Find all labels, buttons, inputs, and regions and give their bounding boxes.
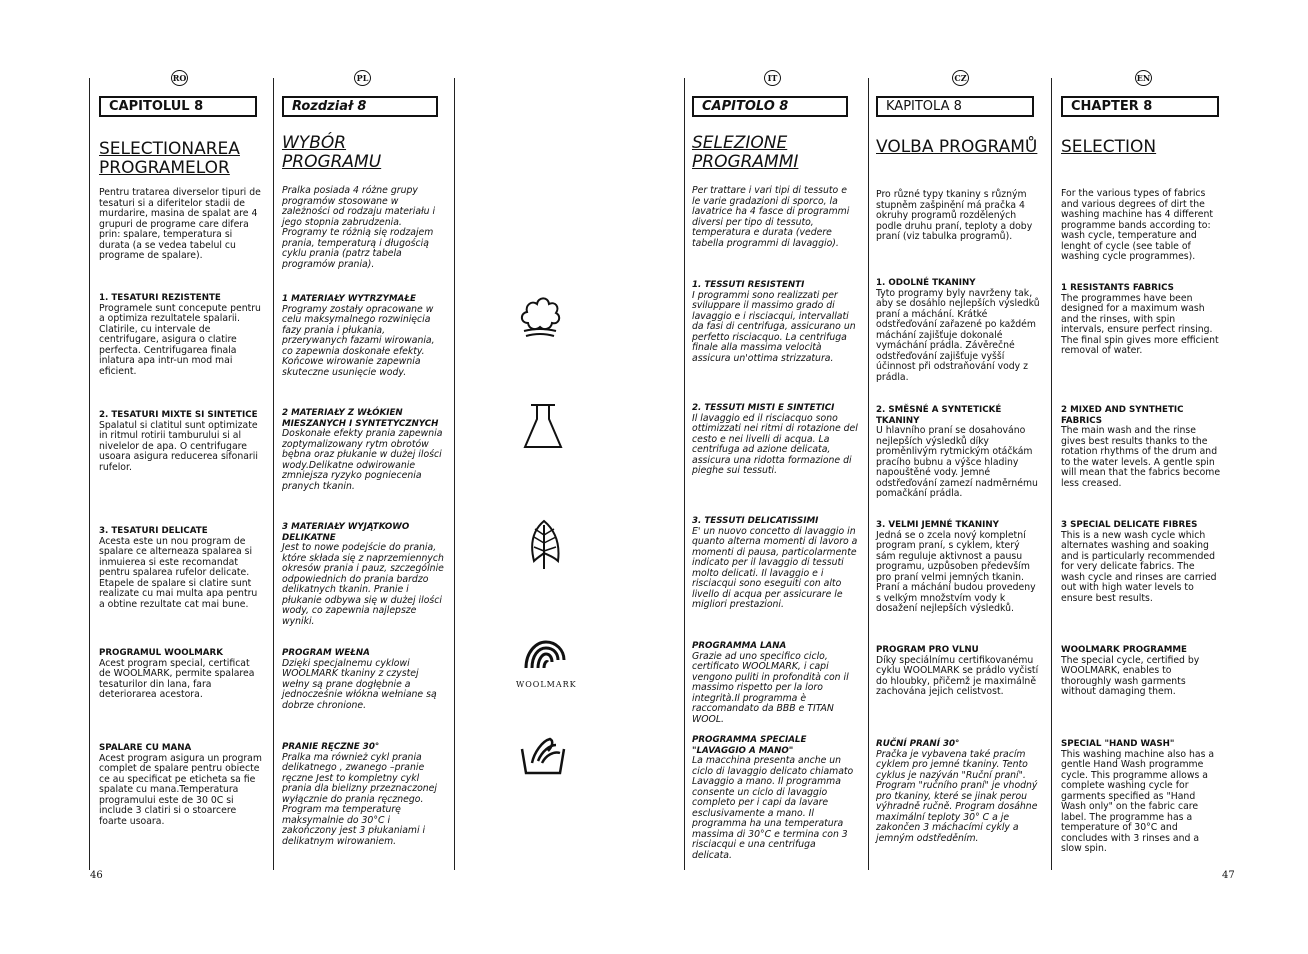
section-body: Jest to nowe podejście do prania, które składa się z naprzemiennych okresów prania i pauz, szczególnie odpowiednich do prania bardzo delikatnych tkanin. Pranie i płukanie odbywa się w dużej ilości wody, co zapewnia najlepsze wyniki. (282, 542, 444, 627)
title-line: WYBÓR (282, 133, 347, 153)
section-title: VOLBA PROGRAMŮ (876, 137, 1038, 157)
section-body: The programmes have been designed for a maximum wash and the rinses, with spin intervals, ensure perfect rinsing. The final spin gives more efficient removal of water. (1061, 292, 1219, 356)
section-body: This is a new wash cycle which alternates washing and soaking and is particularly recommended for very delicate fabrics. The wash cycle and rinses are carried out with high water levels to ensure best results. (1061, 529, 1217, 604)
section-body: Doskonałe efekty prania zapewnia zoptymalizowany rytm obrotów bębna oraz płukanie w dużej ilości wody.Delikatne odwirowanie zmniejsza ryzyko pogniecenia pranych tkanin. (282, 428, 443, 492)
section-3 (876, 520, 1042, 615)
section-hand-wash (876, 739, 1042, 844)
chapter-heading: CHAPTER 8 (1061, 96, 1219, 117)
column-divider (1051, 78, 1052, 870)
section-heading: SPECIAL "HAND WASH" (1061, 739, 1175, 749)
section-heading: 3 SPECIAL DELICATE FIBRES (1061, 520, 1198, 530)
section-body: Il lavaggio ed il risciacquo sono ottimizzati nei ritmi di rotazione del cesto e nei livelli di acqua. La centrifuga ad azione delicata, assicura una ridotta formazione di pieghe sui tessuti. (692, 412, 858, 476)
intro-text: Pro různé typy tkaniny s různým stupněm zašpinění má pračka 4 okruhy programů rozdělených podle druhu praní, teploty a doby praní (viz tabulka programů). (876, 189, 1033, 242)
woolmark-icon (522, 638, 568, 678)
language-flag-cz: CZ (952, 70, 969, 86)
chapter-heading: Rozdział 8 (282, 96, 438, 117)
language-flag-en: EN (1135, 70, 1152, 86)
title-line: SELECTIONAREA (99, 139, 240, 159)
section-title (99, 140, 240, 178)
section-heading: 3. TESSUTI DELICATISSIMI (692, 516, 819, 526)
section-heading: PRANIE RĘCZNE 30° (282, 742, 380, 752)
section-body: Pračka je vybavena také pracím cyklem pro jemné tkaniny. Tento cyklus je nazýván "Ruční praní". Program "ručního praní" je vhodný pro tkaniny, které se jinak perou výhradně ručně. Program dosáhne maximální teploty 30° C a je zakončen 3 máchacími cykly a jemným odstředěním. (876, 748, 1038, 844)
section-body: Spalatul si clatitul sunt optimizate in ritmul rotirii tamburului si al nivelelor de apa. O centrifugare usoara asigura reducerea sifonarii rufelor. (99, 419, 258, 473)
section-1 (282, 294, 447, 378)
title-line: PROGRAMELOR (99, 158, 230, 178)
section-3 (99, 526, 264, 610)
section-body: Acest program asigura un program complet de spalare pentru obiecte ce au specificat pe eticheta sa fie spalate cu mana.Temperatura programului este de 30 0C si include 3 clatiri si o stoarcere foarte usoara. (99, 752, 262, 827)
section-2 (99, 410, 264, 473)
section-3 (1061, 520, 1221, 604)
section-2 (282, 408, 447, 492)
section-heading: 1 MATERIAŁY WYTRZYMAŁE (282, 294, 416, 304)
intro-text: Pralka posiada 4 różne grupy programów stosowane w zależności od rodzaju materiału i jego stopnia zabrudzenia. Programy te różnią się rodzajem prania, temperaturą i długością cyklu prania (patrz tabela programów prania). (282, 185, 436, 270)
section-heading: 1. ODOLNÉ TKANINY (876, 278, 976, 288)
section-body: Programy zostały opracowane w celu maksymalnego rozwinięcia fazy prania i płukania, przerywanych fazami wirowania, co zapewnia doskonałe efekty. Końcowe wirowanie zapewnia skuteczne usunięcie wody. (282, 303, 435, 378)
intro-text: Pentru tratarea diverselor tipuri de tesaturi si a diferitelor stadii de murdarire, masina de spalat are 4 grupuri de programe care difera prin: spalare, temperatura si durata (a se vedea tabelul cu programe de spalare). (99, 187, 261, 261)
intro-text: Per trattare i vari tipi di tessuto e le varie gradazioni di sporco, la lavatrice ha 4 fasce di programmi diversi per tipo di tessuto, temperatura e durata (vedere tabella programmi di lavaggio). (692, 185, 850, 249)
section-woolmark (99, 648, 264, 701)
chapter-heading: CAPITOLO 8 (692, 96, 848, 117)
section-body: Tyto programy byly navrženy tak, aby se dosáhlo nejlepších výsledků praní a máchání. Krátké odstřeďování zařazené po každém máchání zajišťuje dokonalé vymáchání prádla. Závěrečné odstřeďování zajišťuje vyšší účinnost při odstraňování vody z prádla. (876, 287, 1040, 383)
section-2 (876, 405, 1042, 500)
hand-wash-icon (520, 735, 566, 781)
section-woolmark (692, 641, 858, 725)
section-woolmark (1061, 645, 1221, 698)
section-body: Acesta este un nou program de spalare ce alterneaza spalarea si inmuierea si este recomandat pentru spalarea rufelor delicate. Etapele de spalare si clatire sunt realizate cu mai multa apa pentru a obtine rezultate cat mai bune. (99, 535, 258, 610)
section-heading: 1 RESISTANTS FABRICS (1061, 283, 1174, 293)
section-woolmark (282, 648, 447, 711)
section-body: Dzięki specjalnemu cyklowi WOOLMARK tkaniny z czystej wełny są prane dogłębnie a jednocześnie włókna wełniane są dobrze chronione. (282, 657, 437, 711)
section-hand-wash (99, 743, 264, 827)
section-body: The special cycle, certified by WOOLMARK, enables to thoroughly wash garments without damaging them. (1061, 654, 1200, 697)
section-title: SELECTION (1061, 137, 1157, 157)
section-heading: 2. TESATURI MIXTE SI SINTETICE (99, 410, 258, 420)
section-heading: PROGRAM WEŁNA (282, 648, 370, 658)
section-body: Pralka ma również cykl prania delikatnego , zwanego –pranie ręczne Jest to kompletny cykl prania dla bielizny przeznaczonej wyłącznie do prania ręcznego. Program ma temperaturę maksymalnie do 30°C i zakończony jest 3 płukaniami i delikatnym wirowaniem. (282, 751, 437, 847)
section-3 (282, 522, 447, 627)
title-line: SELEZIONE (692, 133, 788, 153)
section-hand-wash (1061, 739, 1221, 855)
section-2 (692, 403, 858, 477)
section-1 (876, 278, 1042, 383)
section-heading: 2 MATERIAŁY Z WŁÓKIEN MIESZANYCH I SYNTETYCZNYCH (282, 408, 439, 429)
section-body: I programmi sono realizzati per sviluppare il massimo grado di lavaggio e i risciacqui, intervallati da fasi di centrifuga, assicurano un perfetto risciacquo. La centrifuga finale alla massima velocità assicura un'ottima strizzatura. (692, 289, 856, 364)
woolmark-label: WOOLMARK (516, 680, 577, 689)
section-heading: 3. VELMI JEMNÉ TKANINY (876, 520, 999, 530)
section-body: This washing machine also has a gentle Hand Wash programme cycle. This programme allows a complete washing cycle for garments specified as "Hand Wash only" on the fabric care label. The programme has a temperature of 30°C and concludes with 3 rinses and a slow spin. (1061, 748, 1215, 854)
language-flag-it: IT (764, 70, 781, 86)
section-2 (1061, 405, 1221, 489)
language-flag-pl: PL (354, 70, 371, 86)
section-body: Grazie ad uno specifico ciclo, certificato WOOLMARK, i capi vengono puliti in profondità con il massimo rispetto per la loro integrità.Il programma è raccomandato da BBB e TITAN WOOL. (692, 650, 849, 725)
chapter-heading: KAPITOLA 8 (876, 96, 1034, 117)
page-number-right: 47 (1222, 870, 1235, 881)
column-divider (684, 78, 685, 870)
section-heading: PROGRAMMA LANA (692, 641, 787, 651)
section-body: Programele sunt concepute pentru a optimiza rezultatele spalarii. Clatirile, cu intervale de centrifugare, asigura o clatire perfecta. Centrifugarea finala inlatura apa intr-un mod mai eficient. (99, 302, 261, 377)
column-divider (868, 78, 869, 870)
section-heading: 2. TESSUTI MISTI E SINTETICI (692, 403, 835, 413)
chapter-heading: CAPITOLUL 8 (99, 96, 257, 117)
section-heading: 2 MIXED AND SYNTHETIC FABRICS (1061, 405, 1184, 426)
section-heading: 2. SMĚSNÉ A SYNTETICKÉ TKANINY (876, 405, 1002, 426)
section-body: Acest program special, certificat de WOOLMARK, permite spalarea tesaturilor din lana, fara deteriorarea acestora. (99, 657, 255, 700)
section-heading: WOOLMARK PROGRAMME (1061, 645, 1187, 655)
intro-text: For the various types of fabrics and various degrees of dirt the washing machine has 4 different programme bands according to: wash cycle, temperature and lenght of cycle (see table of washing cycle programmes). (1061, 188, 1214, 262)
section-heading: PROGRAM PRO VLNU (876, 645, 979, 655)
title-line: PROGRAMMI (692, 152, 799, 172)
section-heading: PROGRAMMA SPECIALE "LAVAGGIO A MANO" (692, 735, 807, 756)
section-body: Díky speciálnímu certifikovanému cyklu WOOLMARK se prádlo vyčistí do hloubky, přičemž je maximálně zachována jejich celistvost. (876, 654, 1039, 697)
cotton-icon (518, 293, 562, 343)
flask-icon (523, 403, 563, 455)
section-body: U hlavního praní se dosahováno nejlepších výsledků díky proměnlivým rytmickým otáčkám pracího bubnu a výšce hladiny napouštěné vody. Jemné odstřeďování zamezí nadměrnému pomačkání prádla. (876, 425, 1038, 499)
section-heading: RUČNÍ PRANÍ 30° (876, 739, 960, 749)
title-line: PROGRAMU (282, 152, 382, 172)
section-1 (99, 293, 264, 377)
section-1 (1061, 283, 1221, 357)
section-heading: 3. TESATURI DELICATE (99, 526, 208, 536)
section-heading: 1. TESATURI REZISTENTE (99, 293, 221, 303)
feather-icon (528, 515, 562, 575)
section-heading: PROGRAMUL WOOLMARK (99, 648, 223, 658)
column-divider (89, 78, 90, 870)
language-flag-ro: RO (171, 70, 188, 86)
section-body: Jedná se o zcela nový kompletní program praní, s cyklem, který sám reguluje aktivnost a pausu programu, uzpůsoben především pro praní velmi jemných tkanin. Praní a máchání budou provedeny s velkým množstvím vody k dosažení nejlepších výsledků. (876, 529, 1036, 614)
page-number-left: 46 (90, 870, 103, 881)
section-title (282, 134, 381, 172)
section-1 (692, 280, 858, 364)
section-title (692, 134, 798, 172)
section-body: The main wash and the rinse gives best results thanks to the rotation rhythms of the drum and to the water levels. A gentle spin will mean that the fabrics become less creased. (1061, 425, 1221, 489)
section-3 (692, 516, 858, 611)
section-heading: 3 MATERIAŁY WYJĄTKOWO DELIKATNE (282, 522, 410, 543)
section-body: La macchina presenta anche un ciclo di lavaggio delicato chiamato Lavaggio a mano. Il programma consente un ciclo di lavaggio completo per i capi da lavare esclusivamente a mano. Il programma ha una temperatura massima di 30°C e termina con 3 risciacqui e una centrifuga delicata. (692, 755, 854, 861)
column-divider (273, 78, 274, 870)
section-hand-wash (282, 742, 447, 847)
section-hand-wash (692, 735, 858, 861)
section-body: E' un nuovo concetto di lavaggio in quanto alterna momenti di lavoro a momenti di pausa, particolarmente indicato per il lavaggio di tessuti molto delicati. Il lavaggio e i risciacqui sono eseguiti con alto livello di acqua per assicurare le migliori prestazioni. (692, 525, 858, 610)
section-heading: SPALARE CU MANA (99, 743, 192, 753)
section-heading: 1. TESSUTI RESISTENTI (692, 280, 805, 290)
column-divider (454, 78, 455, 870)
section-woolmark (876, 645, 1042, 698)
